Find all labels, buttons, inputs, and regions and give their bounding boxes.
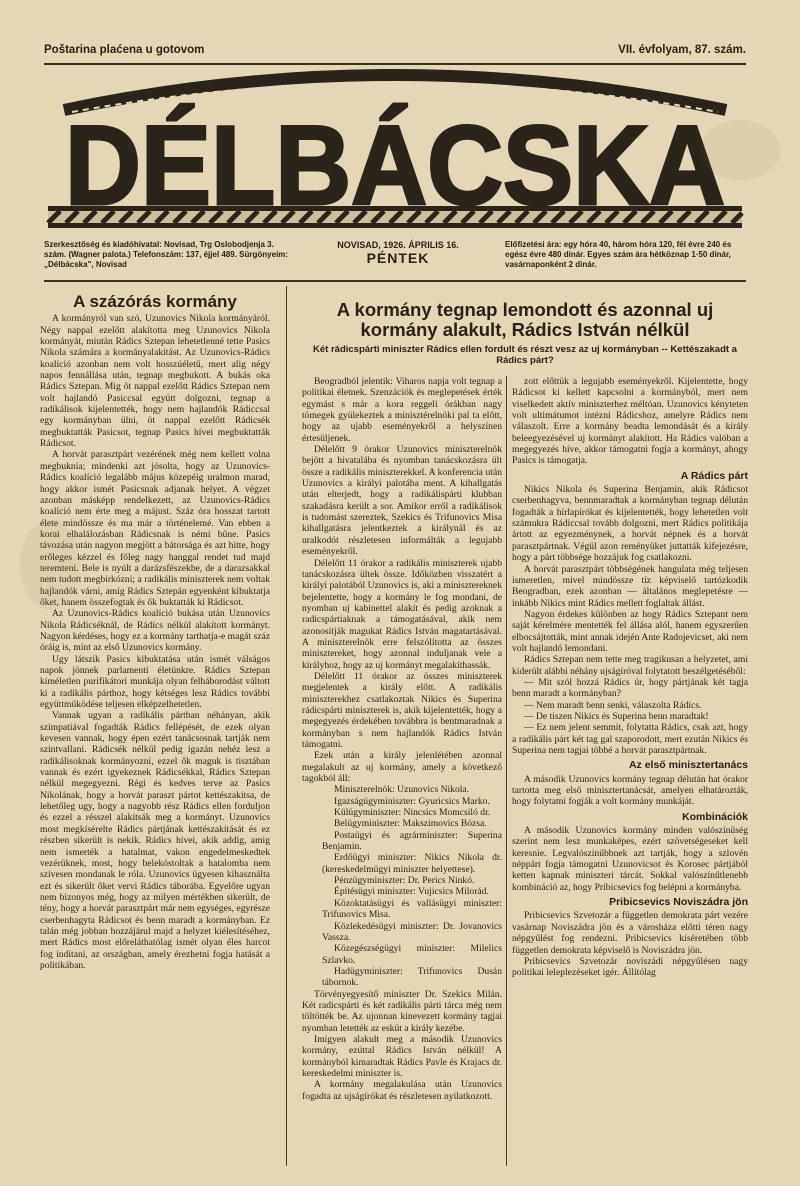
column-divider-2 <box>506 376 507 1166</box>
main-paragraph: Délelőtt 9 órakor Uzunovics miniszterelnök bejött a hivatalába és nyomban tanácskozásra ült össze a radikális miniszterekkel. A konferencia után Uzunovics a királyi palotába ment. A kihallgatás után elterjedt, hogy a radikálispárti klubban szakadásra került a sor. Amikor erről a radikálisok is tudomást szereztek, Szekics és Trifunovics Misa kihallgatásra jelentkeztek a királynál és az uralkodót részletesen informálták a legujabb eseményekről. <box>302 444 502 558</box>
section-title: Pribicsevics Noviszádra jön <box>609 896 748 909</box>
weekday: PÉNTEK <box>366 250 430 266</box>
main-paragraph: Délelőtt 11 órakor az összes miniszterek megjelentek a király előtt. A radikális miniszterekhez csatlakoztak Nikics és Superina rádicspárti miniszterek is, akik kijelentették, hogy a megegyezés érdekében továbbra is bentmaradnak a kormányban s nem hajlandók Rádics István támogatni. <box>302 670 502 750</box>
section-title: A Rádics párt <box>680 469 748 482</box>
minister-line: Pénzügyminiszter: Dr. Perics Ninkó. <box>334 875 475 887</box>
dateline-block <box>318 240 478 266</box>
main-paragraph: Törvényegyesítő miniszter Dr. Szekics Milán. Két radicspárti és két radikális párti tárca még nem töltötték be. Az ujonnan kinevezett kormány tagjai nyomban letették az esküt a király kezébe. <box>302 988 502 1034</box>
minister-line: Közegészségügyi miniszter: Milelics Szlavko. <box>322 943 502 966</box>
section-paragraph: — Nem maradt benn senki, válaszolta Rádics. <box>524 699 702 711</box>
masthead-logo <box>44 68 746 236</box>
left-paragraph: Az Uzunovics-Rádics koalíció bukása után Uzunovics Nikola Rádicséknál, de Rádics nélkül alakított kormányt. Nagyon kérdéses, hogy ez a kormány tarthatja-e magát száz óráig is, mint az első Uzunovics kormány. <box>40 608 270 654</box>
main-paragraph: A kormány megalakulása után Uzunovics fogadta az ujságírókat és részletesen nyilatkozott. <box>302 1079 502 1102</box>
main-article-column-2 <box>512 376 748 1168</box>
column-divider-1 <box>286 286 287 1166</box>
section-paragraph: Nagyon érdekes különben az hogy Rádics Sztepant nem saját kérelmére mentették fel állása alól, hanem egyszerűen elbocsájtották, mint annak idején Ante Radojevicset, aki nem volt hajlandó lemondani. <box>512 608 748 654</box>
dateline: NOVISAD, 1926. ÁPRILIS 16. <box>337 240 459 250</box>
section-paragraph: — De tiszen Nikics és Superina benn maradtak! <box>524 710 709 722</box>
minister-line: Közlekedésügyi miniszter: Dr. Jovanovics Vassza. <box>322 920 502 943</box>
section-title: Kombinációk <box>682 810 748 823</box>
section-paragraph: Pribicsevics Szvetozár noviszádi népgyűlésen nagy politikai leleplezéseket igér. Állítólag <box>512 955 748 979</box>
main-paragraph: Ezek után a király jelenlétében azonnal megalakult az uj kormány, amely a következő tagokból áll: <box>302 750 502 785</box>
volume-number: VII. évfolyam, 87. szám. <box>618 44 746 56</box>
main-paragraph: Imigyen alakult meg a második Uzunovics kormány, ezúttal Rádics István nélkül! A kormányból kimaradtak Rádics Pavle és Krajacs dr. kereskedelmi miniszter is. <box>302 1033 502 1079</box>
main-paragraph: zott előttük a legujabb eseményekről. Kijelentette, hogy Rádicsot ki kellett kapcsolni a kormányból, mert nem viselkedett aktív miniszterhez méltóan. Uzunovics kényteten volt ultimátumot intézni Rádicshoz, amelyre Rádics nem válaszolt. Erre a kormány beadta lemondását és a király beleegyezésével uj kormányt alakított. Ha Rádics valóban a megegyezés híve, akkor támogatni fogja a kormányt, ahogy Pasics is támogatja. <box>512 376 748 467</box>
section-paragraph: A második Uzunovics kormány minden valószínűség szerint nem lesz munkaképes, ezért szövetségeseket kell keresnie. Legvalószínűbbnek azt tartják, hogy a szlovén néppárt fogja támogatni Uzunovicsot és Korosec pártjából ketten kapnak miniszteri tárcát. Sokkal valószínűtlenebb kombináció az, hogy Pribicsevics fog belépni a kormányba. <box>512 825 748 893</box>
left-paragraph: Vannak ugyan a radikális pártban néhányan, akik szimpatiával fogadták Rádics fellépését, de ezek olyan kevesen vannak, hogy épen ezért tanácsosnak tartják nem szintvallani. Rádicsék nélkül pedig igazán nehéz lesz a radikálisoknak kormányozni, ezzel ők maguk is tisztában vannak és ezért igyekeznek Rádicsékkal, Rádics Sztepan nélkül megegyezni. Régi és kedves terve az Pasics Nikolának, hogy a horvát paraszt pártot kettészakítsa, de lehetőleg ugy, hogy a nagyobb rész Rádics ellen forduljon és ezzel a résszel alakítsák meg a kormányt. Uzunovics most megkísérelte Rádics pártjának kettészakítását és ez részben sikerült is nekik. Rádics hívei, akik addig, amig nem ismerték a hatalmat, vakon engedelmeskedtek vezérüknek, most, hogy belekóstoltak a hatalomba nem szívesen mondanak le róla. Uzunovics ügyesen kihasználta ezt és sikerült őket vervi Rádics táborába. Egyelőre ugyan nem bizonyos még, hogy az milyen mértékben sikerült, de tény, hogy a horvát parasztpárt már nem egységes, egyrésze cserbenhagyta Rádicsot és benn maradt a kormányban. Ez talán még jobban hozzájárul majd a helyzet kiélesítéséhez, mert Rádics most előreláthatólag ismét olyan éles harcot fog indítani, az országban, amely érezhetni fogja hatását a politikában. <box>40 710 270 971</box>
main-subheadline: Két rádicspárti miniszter Rádics ellen fordult és részt vesz az uj kormányban -- Kettészakadt a Rádics párt? <box>313 344 737 366</box>
minister-line: Miniszterelnök: Uzunovics Nikola. <box>334 784 470 796</box>
minister-line: Igazságügyminiszter: Gyuricsics Marko. <box>334 795 490 807</box>
minister-line: Belügyminiszter: Makszimovics Bózsa. <box>334 818 487 830</box>
section-paragraph: — Mit szól hozzá Rádics úr, hogy pártjának két tagja benn maradt a kormányban? <box>512 676 748 700</box>
left-paragraph: A kormányról van szó, Uzunovics Nikola kormányáról. Négy nappal ezelőtt alakította meg Uzunovics Nikola kormányát, miután Rádics Sztepan lehetetlenné tette Pasics Nikola számára a kormányalakítást. Az Uzunovics-Rádics koalíció azonban nem volt hosszúéletű, mert alig négy napos fennállása után, tegnap megbukott. A bukás oka Rádics Sztepan. Mig öt nappal ezelőtt Rádics Sztepan nem volt hajlandó Pasiccsal együtt dolgozni, tegnap a radikálisok kijelentették, hogy nem hajlandók Rádiccsal egy kormányban ülni, öt nappal ezelőtt Rádicsék megbuktatták Pasicsot, tegnap Pasics hívei megbuktatták Rádicsot. <box>40 313 270 450</box>
section-paragraph: A második Uzunovics kormány tegnap délután hat órakor tartotta meg első minisztertanácsát, amelyen elhatározták, hogy folytatni fogják a volt kormány munkáját. <box>512 773 748 808</box>
top-line <box>44 44 746 62</box>
main-headline: A kormány tegnap lemondott és azonnal uj kormány alakult, Rádics István nélkül <box>336 299 714 340</box>
minister-line: Építésügyi miniszter: Vujicsics Milorád. <box>334 886 489 898</box>
minister-line: Külügyminiszter: Nincsics Momcsiló dr. <box>334 807 491 819</box>
left-article <box>40 292 270 1168</box>
section-paragraph: — Ez nem jelent semmit, folytatta Rádics, csak azt, hogy a radikális párt két tag gal szaporodott, mert ezután Nikics és Superina nem tagjai többé a horvát parasztpártnak. <box>512 722 748 756</box>
minister-line: Postaügyi és agrárminiszter: Superina Benjamin. <box>322 829 502 853</box>
minister-line: Hadügyminiszter: Trifunovics Dusán tábornok. <box>322 965 502 989</box>
subscription-price: Előfizetési ára: egy hóra 40, három hóra 120, fél évre 240 és egész évre 480 dinár. Egyes szám ára hétköznap 1·50 dinár, vasárnaponként 2 dinár. <box>505 240 732 269</box>
editorial-address: Szerkesztőség és kiadóhivatal: Novisad, Trg Oslobodjenja 3. szám. (Wagner palota.) Telefonszám: 137, éjjel 489. Sürgönyeim: „Délbácska", Novisad <box>44 240 289 269</box>
postage-note: Poštarina plaćena u gotovom <box>44 44 205 56</box>
section-paragraph: Rádics Sztepan nem tette meg tragikusan a helyzetet, ami kiderült alábbi néhány ujságíróval folytatott beszélgetéséből: <box>512 654 748 677</box>
left-article-title: A százórás kormány <box>73 292 237 311</box>
main-paragraph: Beogradból jelentik: Viharos napja volt tegnap a politikai életnek. Szenzációk és meglepetések érték egymást s már a kora reggeli órákban nagy tömegek gyülekeztek a minisztérelnöki pal ta előtt, hogy az ujabb eseményekről a helyszínen értesüljenek. <box>302 376 502 444</box>
section-paragraph: Pribicsevics Szvetozár a független demokrata párt vezére vasárnap Noviszádra jön és a városháza előtti téren nagy népgyűlést fog rendezni. Pribicsevics kíséretében több független demokrata képviselő is Noviszádra jön. <box>512 910 748 956</box>
top-rule <box>44 63 746 65</box>
section-paragraph: Nikics Nikola és Superina Benjamin, akik Rádicsot cserbenhagyva, bennmaradtak a kormányban tegnap délután fogadták a hírlapírókat és kijelentették, hogy lehetetlen volt számukra Rádiccsal tovább dolgozni, mert Rádics politikája ártott az egyezménynek, a horvát népnek és a horvát parasztpártnak. Végül azon reményüket juttatták kifejezésre, hogy a párt többsége hozzájuk fog csatlakozni. <box>512 484 748 564</box>
section-title: Az első minisztertanács <box>628 759 748 772</box>
minister-line: Közoktatásügyi és vallásügyi miniszter: Trifunovics Misa. <box>322 897 502 921</box>
masthead-title: DÉLBÁCSKA <box>65 103 725 228</box>
left-paragraph: A horvát parasztpárt vezérének még nem kellett volna megbuknia; mindenki azt jósolta, hogy az Uzunovics-Rádics koalíció legalább május közepéig uralmon marad, hogy akkor ismét Pasicsnak adjanak helyet. A végzet azonban másképp rendelkezett, az Uzunovics-Rádics koalíció nem érte meg a májust. Száz óra hosszat tartott élete mindössze és ma már a történelemé. Van ebben a korai elhalálozásban Rádicsnak is némi bűne. Pasics távozása után nagyon megjött a bátorsága és azt hitte, hogy erőleges kézzel és főleg nagy hanggal rendet tud majd teremteni. Bele is nyúlt a darázsfészekbe, de a darazsakkal nem tudott megbirkózni; a radikális miniszterek nem voltak hajlandók várni, amíg Rádics Sztepán egyenként kibuktatja őket, hanem összefogtak és ők buktatták ki Rádicsot. <box>40 449 270 608</box>
left-paragraph: Ugy látszik Pasics kibuktatása után ismét válságos napok jönnek parlamenti életünkre. Rádics Sztepan kíméletlen purifikátori munkája olyan felháborodást váltott ki a radikális párthoz, hogy kétséges lesz Rádics további együttműködése teljesen elképzelhetetlen. <box>40 653 270 711</box>
minister-line: Erdőügyi miniszter: Nikics Nikola dr. (kereskedelmügyi miniszter helyettese). <box>322 852 502 875</box>
header-rule <box>44 280 746 282</box>
main-paragraph: Délelőtt 11 órakor a radikális miniszterek ujabb tanácskozásra ültek össze. Időközben visszatért a királyi palotából Uzunovics is, aki a minisztereknek bejelentette, hogy a kormány le fog mondani, de nyomban uj kabinettel alakít és pedig azoknak a radicspártiaknak a támogatásával, akik nem azonosítják magukat Rádics István magatartásával. A miniszterelnök erre felszólította az összes minisztereket, hogy azonnal induljanak vele a királyhoz, hogy az uj kormányt megalakíthassák. <box>302 557 502 671</box>
section-paragraph: A horvát parasztpárt többségének hangulata még teljesen ismeretlen, mivel mindössze tíz képviselő tartózkodik Beogradban, ezek azonban — általános meglepetésre — inkább Nikics mint Rádics mellett foglaltak állást. <box>512 563 748 609</box>
masthead <box>44 68 746 236</box>
main-article-column-1 <box>302 376 502 1168</box>
